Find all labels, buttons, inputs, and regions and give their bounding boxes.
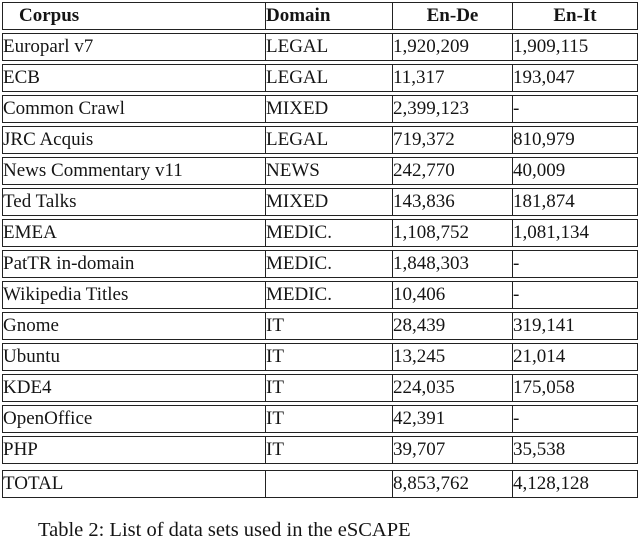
cell-en-it: 810,979 [512,126,638,154]
cell-en-it: - [512,250,638,278]
cell-corpus: Europarl v7 [2,33,265,61]
datasets-table [2,0,638,467]
table-row [2,250,638,278]
cell-corpus: Common Crawl [2,95,265,123]
column-header-corpus: Corpus [2,2,265,30]
cell-en-de: 28,439 [392,312,512,340]
total-table [2,466,638,502]
cell-domain: IT [265,374,392,402]
column-header-en-de: En-De [392,2,512,30]
cell-domain: LEGAL [265,126,392,154]
cell-corpus: KDE4 [2,374,265,402]
cell-domain: IT [265,436,392,464]
cell-en-it: - [512,281,638,309]
cell-en-it: 40,009 [512,157,638,185]
cell-total-domain [265,470,392,498]
cell-total-label: TOTAL [2,470,265,498]
cell-en-de: 143,836 [392,188,512,216]
cell-corpus: JRC Acquis [2,126,265,154]
cell-domain: LEGAL [265,33,392,61]
cell-en-de: 13,245 [392,343,512,371]
table-row [2,436,638,464]
cell-domain: MEDIC. [265,281,392,309]
cell-en-it: 319,141 [512,312,638,340]
cell-en-de: 11,317 [392,64,512,92]
cell-domain: IT [265,405,392,433]
cell-en-de: 224,035 [392,374,512,402]
cell-en-it: 1,081,134 [512,219,638,247]
cell-en-de: 1,920,209 [392,33,512,61]
cell-corpus: EMEA [2,219,265,247]
cell-total-en-de: 8,853,762 [392,470,512,498]
cell-en-de: 2,399,123 [392,95,512,123]
cell-en-it: 193,047 [512,64,638,92]
table-row [2,33,638,61]
cell-domain: MIXED [265,95,392,123]
table-row [2,188,638,216]
cell-en-it: 1,909,115 [512,33,638,61]
cell-en-de: 1,108,752 [392,219,512,247]
cell-corpus: PatTR in-domain [2,250,265,278]
cell-corpus: Ted Talks [2,188,265,216]
cell-domain: NEWS [265,157,392,185]
cell-domain: MEDIC. [265,250,392,278]
column-header-en-it: En-It [512,2,638,30]
cell-corpus: Ubuntu [2,343,265,371]
table-row [2,64,638,92]
column-header-domain: Domain [265,2,392,30]
cell-corpus: Wikipedia Titles [2,281,265,309]
header-row [2,2,638,30]
cell-domain: IT [265,343,392,371]
cell-en-it: 181,874 [512,188,638,216]
cell-domain: MEDIC. [265,219,392,247]
cell-en-it: - [512,95,638,123]
cell-domain: MIXED [265,188,392,216]
cell-en-it: 175,058 [512,374,638,402]
cell-en-de: 719,372 [392,126,512,154]
cell-corpus: Gnome [2,312,265,340]
total-row [2,470,638,498]
cell-corpus: ECB [2,64,265,92]
table-row [2,312,638,340]
table-row [2,343,638,371]
table-row [2,219,638,247]
table-row [2,95,638,123]
cell-en-de: 10,406 [392,281,512,309]
cell-en-de: 39,707 [392,436,512,464]
cell-en-it: 35,538 [512,436,638,464]
cell-en-de: 242,770 [392,157,512,185]
table-row [2,405,638,433]
cell-corpus: News Commentary v11 [2,157,265,185]
cell-corpus: OpenOffice [2,405,265,433]
cell-domain: IT [265,312,392,340]
table-row [2,126,638,154]
table-row [2,374,638,402]
cell-corpus: PHP [2,436,265,464]
cell-domain: LEGAL [265,64,392,92]
cell-en-de: 1,848,303 [392,250,512,278]
cell-total-en-it: 4,128,128 [512,470,638,498]
table-row [2,157,638,185]
cell-en-it: - [512,405,638,433]
table-caption: Table 2: List of data sets used in the eSCAPE [38,519,411,536]
cell-en-it: 21,014 [512,343,638,371]
cell-en-de: 42,391 [392,405,512,433]
table-row [2,281,638,309]
